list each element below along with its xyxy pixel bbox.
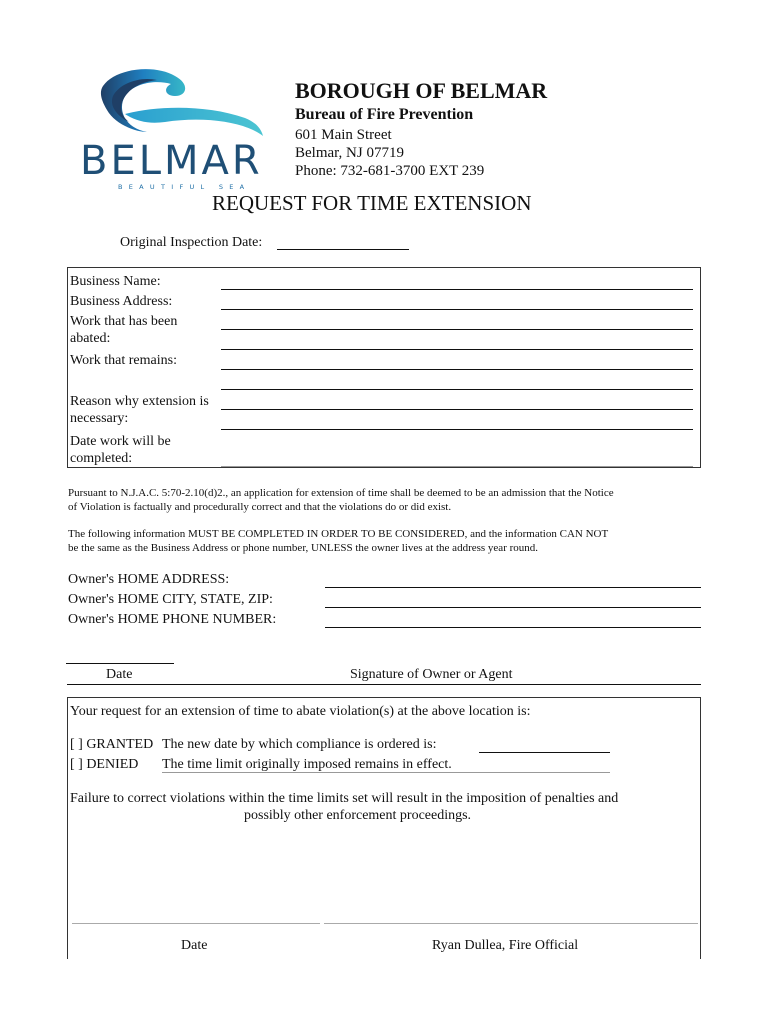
work-remains-field-1[interactable] [221, 369, 693, 370]
owner-home-address-label: Owner's HOME ADDRESS: [68, 572, 230, 587]
business-name-field[interactable] [221, 289, 693, 290]
reason-field-2[interactable] [221, 429, 693, 430]
bureau-name: Bureau of Fire Prevention [295, 106, 474, 123]
work-remains-label: Work that remains: [70, 353, 177, 368]
reason-label-1: Reason why extension is [70, 394, 209, 409]
work-abated-field-1[interactable] [221, 329, 693, 330]
granted-text: The new date by which compliance is ordered is: [162, 737, 437, 752]
address-street: 601 Main Street [295, 127, 392, 143]
completion-date-label-2: completed: [70, 451, 133, 466]
owner-signature-label: Signature of Owner or Agent [350, 667, 513, 682]
owner-home-phone-field[interactable] [325, 627, 701, 628]
business-address-field[interactable] [221, 309, 693, 310]
notice-line-3: The following information MUST BE COMPLETED IN ORDER TO BE CONSIDERED, and the information CAN NOT [68, 528, 609, 540]
work-abated-label-2: abated: [70, 331, 111, 346]
reason-field-1[interactable] [221, 409, 693, 410]
fire-official-name: Ryan Dullea, Fire Official [432, 938, 579, 953]
reason-label-2: necessary: [70, 411, 129, 426]
borough-name: BOROUGH OF BELMAR [295, 78, 548, 103]
granted-checkbox[interactable]: [ ] GRANTED [70, 737, 154, 752]
notice-line-2: of Violation is factually and procedurally correct and that the violations do or did exist. [68, 501, 452, 513]
logo-tagline: BEAUTIFUL SEA [118, 183, 251, 191]
work-abated-label-1: Work that has been [70, 314, 178, 329]
owner-date-field[interactable] [66, 663, 174, 664]
document-title: REQUEST FOR TIME EXTENSION [212, 191, 532, 215]
owner-signature-line[interactable] [67, 684, 701, 685]
business-address-label: Business Address: [70, 294, 173, 309]
new-compliance-date-field[interactable] [479, 752, 610, 753]
denied-checkbox[interactable]: [ ] DENIED [70, 757, 139, 772]
address-city: Belmar, NJ 07719 [295, 145, 404, 161]
wave-logo-graphic [95, 66, 265, 142]
official-date-field[interactable] [72, 923, 320, 924]
official-date-label: Date [181, 938, 208, 953]
work-abated-field-2[interactable] [221, 349, 693, 350]
owner-home-address-field[interactable] [325, 587, 701, 588]
denied-underline [162, 772, 610, 773]
owner-home-city-field[interactable] [325, 607, 701, 608]
logo-wordmark: BELMAR [80, 138, 263, 184]
notice-line-1: Pursuant to N.J.A.C. 5:70-2.10(d)2., an application for extension of time shall be deemed to be an admission that the Notice [68, 487, 614, 499]
business-name-label: Business Name: [70, 274, 161, 289]
owner-date-label: Date [106, 667, 133, 682]
inspection-date-label: Original Inspection Date: [120, 235, 263, 250]
completion-date-field[interactable] [221, 466, 693, 467]
inspection-date-field[interactable] [277, 249, 409, 250]
owner-home-city-label: Owner's HOME CITY, STATE, ZIP: [68, 592, 273, 607]
failure-notice-line-2: possibly other enforcement proceedings. [244, 808, 472, 823]
completion-date-label-1: Date work will be [70, 434, 171, 449]
denied-text: The time limit originally imposed remains in effect. [162, 757, 452, 772]
failure-notice-line-1: Failure to correct violations within the time limits set will result in the imposition of penalties and [70, 791, 619, 806]
address-phone: Phone: 732-681-3700 EXT 239 [295, 163, 485, 179]
owner-home-phone-label: Owner's HOME PHONE NUMBER: [68, 612, 277, 627]
notice-line-4: be the same as the Business Address or phone number, UNLESS the owner lives at the address year round. [68, 542, 539, 554]
official-signature-field[interactable] [324, 923, 698, 924]
work-remains-field-2[interactable] [221, 389, 693, 390]
decision-intro: Your request for an extension of time to abate violation(s) at the above location is: [70, 704, 531, 719]
